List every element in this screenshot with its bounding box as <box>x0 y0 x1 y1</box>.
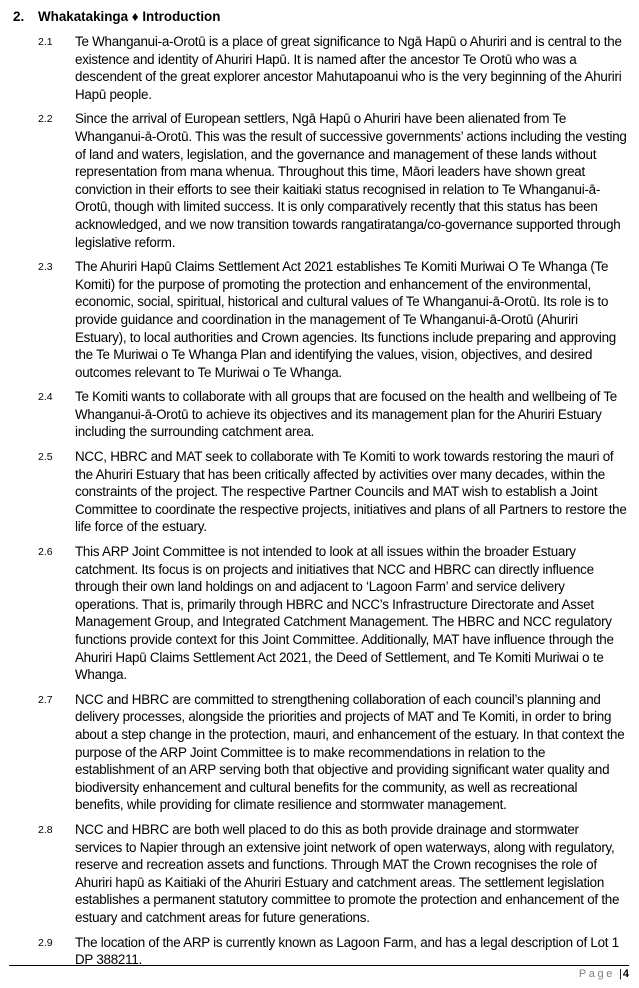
clause-text: Since the arrival of European settlers, Ngā Hapū o Ahuriri have been alienated from Te Whanganui-ā-Orotū. This was the result of successive governments’ actions including the vesting of land and waters, legislation, and the governance and management of these lands without representation from mana whenua. Throughout this time, Māori leaders have shown great conviction in their efforts to see their kaitiaki status recognised in relation to Te Whanganui-ā-Orotū, though with limited success. It is only comparatively recently that this status has been acknowledged, and we now transition towards rangatiratanga/co-governance supported through legislative reform. <box>75 111 627 250</box>
clause-number: 2.9 <box>38 936 53 949</box>
section-heading <box>13 8 220 26</box>
clause-text: Te Whanganui-a-Orotū is a place of great significance to Ngā Hapū o Ahuriri and is central to the existence and identity of Ahuriri Hapū. It is named after the ancestor Te Orotū who was a descendent of the great explorer ancestor Mahutapoanui who is the very beginning of the Ahuriri Hapū people. <box>75 34 622 102</box>
section-number: 2. <box>13 9 25 24</box>
clause-text: Te Komiti wants to collaborate with all groups that are focused on the health and wellbeing of Te Whanganui-ā-Orotū to achieve its objectives and its management plan for the Ahuriri Estuary including the surrounding catchment area. <box>75 389 617 440</box>
clause-number: 2.6 <box>38 546 53 559</box>
clause-item <box>0 110 639 251</box>
page-label: Page <box>578 968 615 980</box>
page-number: 4 <box>622 968 629 980</box>
clause-text: This ARP Joint Committee is not intended to look at all issues within the broader Estuary catchment. Its focus is on projects and initiatives that NCC and HBRC can directly influence through their own land holdings on and adjacent to ‘Lagoon Farm’ and service delivery operations. That is, primarily through HBRC and NCC’s Infrastructure Directorate and Asset Management Group, and Integrated Catchment Management. The HBRC and NCC regulatory functions provide context for this Joint Committee. Additionally, MAT have influence through the Ahuriri Hapū Claims Settlement Act 2021, the Deed of Settlement, and Te Komiti Muriwai o te Whanga. <box>75 544 614 683</box>
clause-item <box>0 821 639 927</box>
footer-separator: | <box>619 968 622 980</box>
clause-item <box>0 388 639 441</box>
clause-number: 2.3 <box>38 261 53 274</box>
clause-number: 2.2 <box>38 113 53 126</box>
clause-text: The Ahuriri Hapū Claims Settlement Act 2021 establishes Te Komiti Muriwai O Te Whanga (Te Komiti) for the purpose of promoting the protection and enhancement of the environmental, economic, social, spiritual, historical and cultural values of Te Whanganui-ā-Orotū. Its role is to provide guidance and coordination in the management of Te Whanganui-ā-Orotū (Ahuriri Estuary), to local authorities and Crown agencies. Its functions include preparing and approving the Te Muriwai o Te Whanga Plan and identifying the values, vision, objectives, and desired outcomes relevant to Te Muriwai o Te Whanga. <box>75 259 616 380</box>
clause-text: NCC, HBRC and MAT seek to collaborate with Te Komiti to work towards restoring the mauri of the Ahuriri Estuary that has been critically affected by activities over many decades, within the constraints of the project. The respective Partner Councils and MAT wish to establish a Joint Committee to coordinate the respective projects, initiatives and plans of all Partners to restore the life force of the estuary. <box>75 449 627 535</box>
clause-item <box>0 33 639 103</box>
clause-number: 2.4 <box>38 391 53 404</box>
footer-divider <box>9 965 629 966</box>
clause-item <box>0 934 639 969</box>
clause-item <box>0 543 639 684</box>
clause-item <box>0 691 639 814</box>
page-footer <box>579 967 629 981</box>
clause-item <box>0 258 639 381</box>
clause-text: The location of the ARP is currently known as Lagoon Farm, and has a legal description of Lot 1 DP 388211. <box>75 934 619 968</box>
clause-text: NCC and HBRC are both well placed to do this as both provide drainage and stormwater services to Napier through an extensive joint network of open waterways, along with regulatory, reserve and recreation assets and functions. Through MAT the Crown recognises the role of Ahuriri hapū as Kaitiaki of the Ahuriri Estuary and catchment areas. The settlement legislation establishes a permanent statutory committee to promote the protection and enhancement of the estuary and catchment areas for future generations. <box>75 821 620 925</box>
section-title: Whakatakinga ♦ Introduction <box>38 9 221 24</box>
clause-number: 2.5 <box>38 451 53 464</box>
clause-number: 2.8 <box>38 823 53 836</box>
clause-number: 2.1 <box>38 36 53 48</box>
clause-number: 2.7 <box>38 693 53 706</box>
clause-text: NCC and HBRC are committed to strengthening collaboration of each council’s planning and delivery processes, alongside the priorities and projects of MAT and Te Komiti, in order to bring about a step change in the protection, mauri, and enhancement of the estuary. In that context the purpose of the ARP Joint Committee is to make recommendations in relation to the establishment of an ARP serving both that objective and providing significant water quality and biodiversity enhancement and cultural benefits for the community, as well as recreational benefits, while providing for climate resilience and stormwater management. <box>75 691 625 813</box>
clause-item <box>0 448 639 536</box>
clause-list <box>0 33 639 976</box>
